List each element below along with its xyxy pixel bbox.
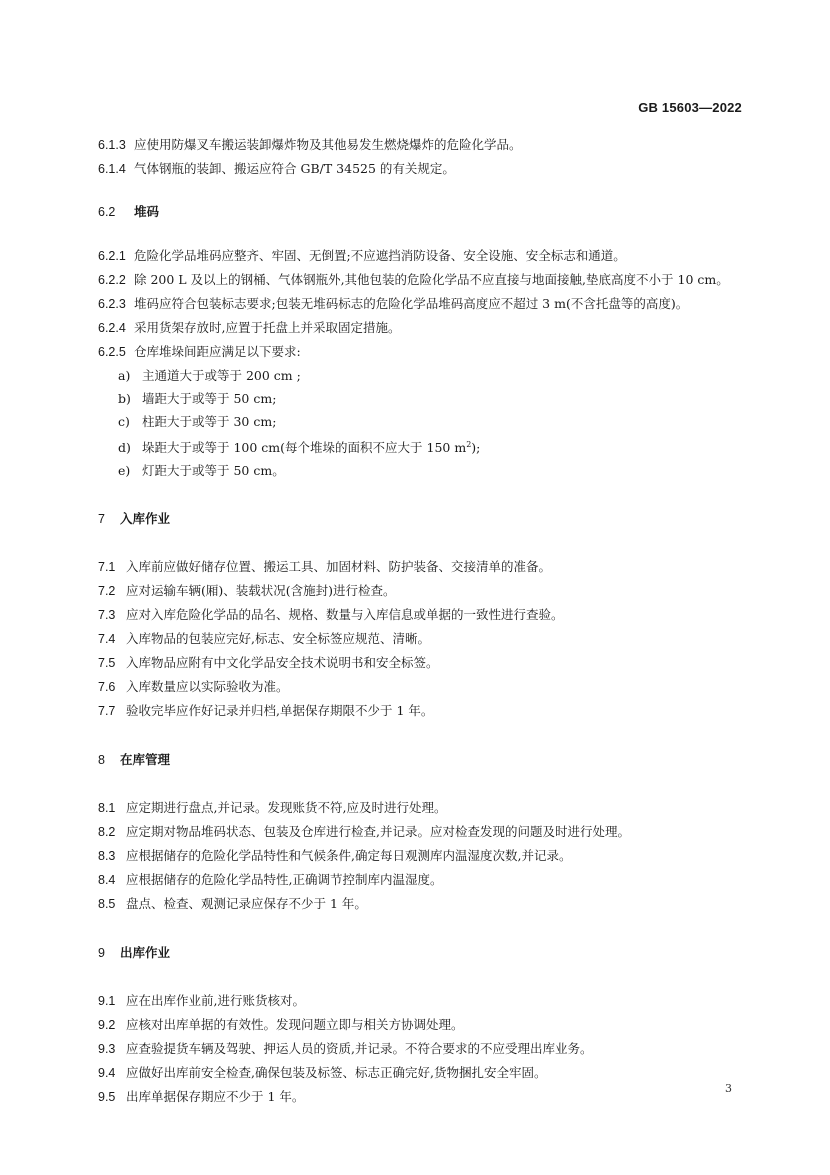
clause-7-4: [98, 627, 746, 651]
clause-7-1: [98, 555, 746, 579]
clause-9-2: [98, 1013, 746, 1037]
clause-text: 入库前应做好储存位置、搬运工具、加固材料、防护装备、交接清单的准备。: [126, 559, 552, 575]
clause-text: 盘点、检查、观测记录应保存不少于 1 年。: [126, 896, 367, 912]
clause-number: 6.2.3: [98, 297, 126, 311]
clause-6-2-3: [98, 292, 746, 316]
superscript: 2: [466, 440, 472, 449]
clause-6-2-1: [98, 244, 746, 268]
clause-number: 7.4: [98, 632, 116, 647]
clause-number: 6.1.3: [98, 138, 126, 152]
section-title: 堆码: [134, 205, 160, 219]
list-item: [118, 459, 746, 482]
list-item-label: c): [118, 414, 130, 429]
clause-number: 6.2.1: [98, 249, 126, 263]
clause-7-3: [98, 603, 746, 627]
clause-7-5: [98, 651, 746, 675]
clause-9-5: [98, 1085, 746, 1109]
clause-text: 应查验提货车辆及驾驶、押运人员的资质,并记录。不符合要求的不应受理出库业务。: [126, 1041, 593, 1057]
clause-number: 7.5: [98, 656, 116, 671]
clause-number: 6.1.4: [98, 162, 126, 176]
clause-text: 入库物品应附有中文化学品安全技术说明书和安全标签。: [126, 655, 439, 671]
clause-7-7: [98, 699, 746, 723]
clause-text: 应定期进行盘点,并记录。发现账货不符,应及时进行处理。: [126, 800, 447, 816]
clause-6-2-2: [98, 268, 746, 292]
clause-number: 9.2: [98, 1018, 116, 1033]
list-item-label: d): [118, 440, 131, 456]
clause-number: 7.3: [98, 608, 116, 623]
list-item: [118, 387, 746, 410]
clause-number: 9.3: [98, 1042, 116, 1057]
clause-number: 9.5: [98, 1090, 116, 1105]
clause-number: 9.4: [98, 1066, 116, 1081]
clause-text: 应定期对物品堆码状态、包装及仓库进行检查,并记录。应对检查发现的问题及时进行处理。: [126, 824, 630, 840]
clause-6-1-3: [98, 133, 746, 157]
clause-text: 除 200 L 及以上的钢桶、气体钢瓶外,其他包装的危险化学品不应直接与地面接触,垫底高度不小于 10 cm。: [134, 272, 729, 287]
clause-text: 应在出库作业前,进行账货核对。: [126, 993, 305, 1009]
list-item: [118, 364, 746, 387]
clause-number: 6.2.2: [98, 273, 126, 287]
clause-text: 气体钢瓶的装卸、搬运应符合 GB/T 34525 的有关规定。: [134, 161, 455, 176]
list-item-label: a): [118, 368, 131, 383]
section-heading-7: [98, 508, 746, 531]
section-9-clauses: [98, 989, 746, 1109]
clause-text: 入库数量应以实际验收为准。: [126, 679, 289, 695]
clause-text: 应使用防爆叉车搬运装卸爆炸物及其他易发生燃烧爆炸的危险化学品。: [134, 137, 522, 152]
section-heading-8: [98, 749, 746, 772]
section-title: 在库管理: [120, 753, 171, 768]
clause-text: 应根据储存的危险化学品特性,正确调节控制库内温湿度。: [126, 872, 443, 888]
clause-text: 采用货架存放时,应置于托盘上并采取固定措施。: [134, 320, 401, 335]
clause-number: 8.4: [98, 873, 116, 888]
clause-number: 8.5: [98, 897, 116, 912]
list-item: [118, 410, 746, 433]
list-item-label: b): [118, 391, 131, 406]
clause-6-2-5: [98, 340, 746, 364]
section-heading-6-2: [98, 201, 746, 224]
page-number: 3: [725, 1082, 732, 1095]
section-8-clauses: [98, 796, 746, 916]
page-content: [98, 133, 746, 1109]
list-item-text: 主通道大于或等于 200 cm ;: [142, 368, 301, 383]
clause-7-6: [98, 675, 746, 699]
clause-6-1-4: [98, 157, 746, 181]
clause-number: 6.2.4: [98, 321, 126, 335]
list-item-text: 柱距大于或等于 30 cm;: [142, 414, 277, 429]
section-title: 出库作业: [120, 946, 171, 961]
clause-text: 入库物品的包装应完好,标志、安全标签应规范、清晰。: [126, 631, 430, 647]
clause-number: 7.6: [98, 680, 116, 695]
clause-number: 7.1: [98, 560, 116, 575]
clause-8-2: [98, 820, 746, 844]
section-number: 6.2: [98, 205, 116, 219]
clause-number: 8.2: [98, 825, 116, 840]
list-item-text: 灯距大于或等于 50 cm。: [142, 463, 285, 479]
section-title: 入库作业: [120, 512, 171, 527]
clause-number: 6.2.5: [98, 345, 126, 359]
clause-text: 应对运输车辆(厢)、装载状况(含施封)进行检查。: [126, 583, 396, 599]
section-number: 9: [98, 946, 105, 961]
clause-text: 仓库堆垛间距应满足以下要求:: [134, 344, 301, 359]
clause-6-2-4: [98, 316, 746, 340]
standard-number-header: GB 15603—2022: [638, 100, 742, 115]
clause-9-4: [98, 1061, 746, 1085]
clause-text: 应核对出库单据的有效性。发现问题立即与相关方协调处理。: [126, 1017, 464, 1033]
clause-9-1: [98, 989, 746, 1013]
clause-9-3: [98, 1037, 746, 1061]
clause-8-3: [98, 844, 746, 868]
clause-text: 危险化学品堆码应整齐、牢固、无倒置;不应遮挡消防设备、安全设施、安全标志和通道。: [134, 248, 626, 263]
section-7-clauses: [98, 555, 746, 723]
clause-7-2: [98, 579, 746, 603]
clause-number: 9.1: [98, 994, 116, 1009]
clause-text: 出库单据保存期应不少于 1 年。: [126, 1089, 305, 1105]
list-item-text-tail: );: [471, 440, 481, 456]
clause-text: 堆码应符合包装标志要求;包装无堆码标志的危险化学品堆码高度应不超过 3 m(不含托盘等的高度)。: [134, 296, 689, 311]
section-number: 7: [98, 512, 105, 527]
clause-8-5: [98, 892, 746, 916]
clause-text: 应对入库危险化学品的品名、规格、数量与入库信息或单据的一致性进行查验。: [126, 607, 564, 623]
clause-8-1: [98, 796, 746, 820]
clause-8-4: [98, 868, 746, 892]
clause-number: 7.7: [98, 704, 116, 719]
clause-text: 应根据储存的危险化学品特性和气候条件,确定每日观测库内温湿度次数,并记录。: [126, 848, 572, 864]
clause-number: 7.2: [98, 584, 116, 599]
list-item-text: 墙距大于或等于 50 cm;: [142, 391, 277, 406]
list-item-label: e): [118, 463, 131, 479]
list-item: [118, 433, 746, 459]
section-heading-9: [98, 942, 746, 965]
clause-text: 验收完毕应作好记录并归档,单据保存期限不少于 1 年。: [126, 703, 434, 719]
clause-number: 8.3: [98, 849, 116, 864]
section-number: 8: [98, 753, 105, 768]
clause-text: 应做好出库前安全检查,确保包装及标签、标志正确完好,货物捆扎安全牢固。: [126, 1065, 547, 1081]
list-item-text: 垛距大于或等于 100 cm(每个堆垛的面积不应大于 150 m: [142, 440, 467, 456]
clause-number: 8.1: [98, 801, 116, 816]
spacing-requirements-list: [98, 364, 746, 482]
